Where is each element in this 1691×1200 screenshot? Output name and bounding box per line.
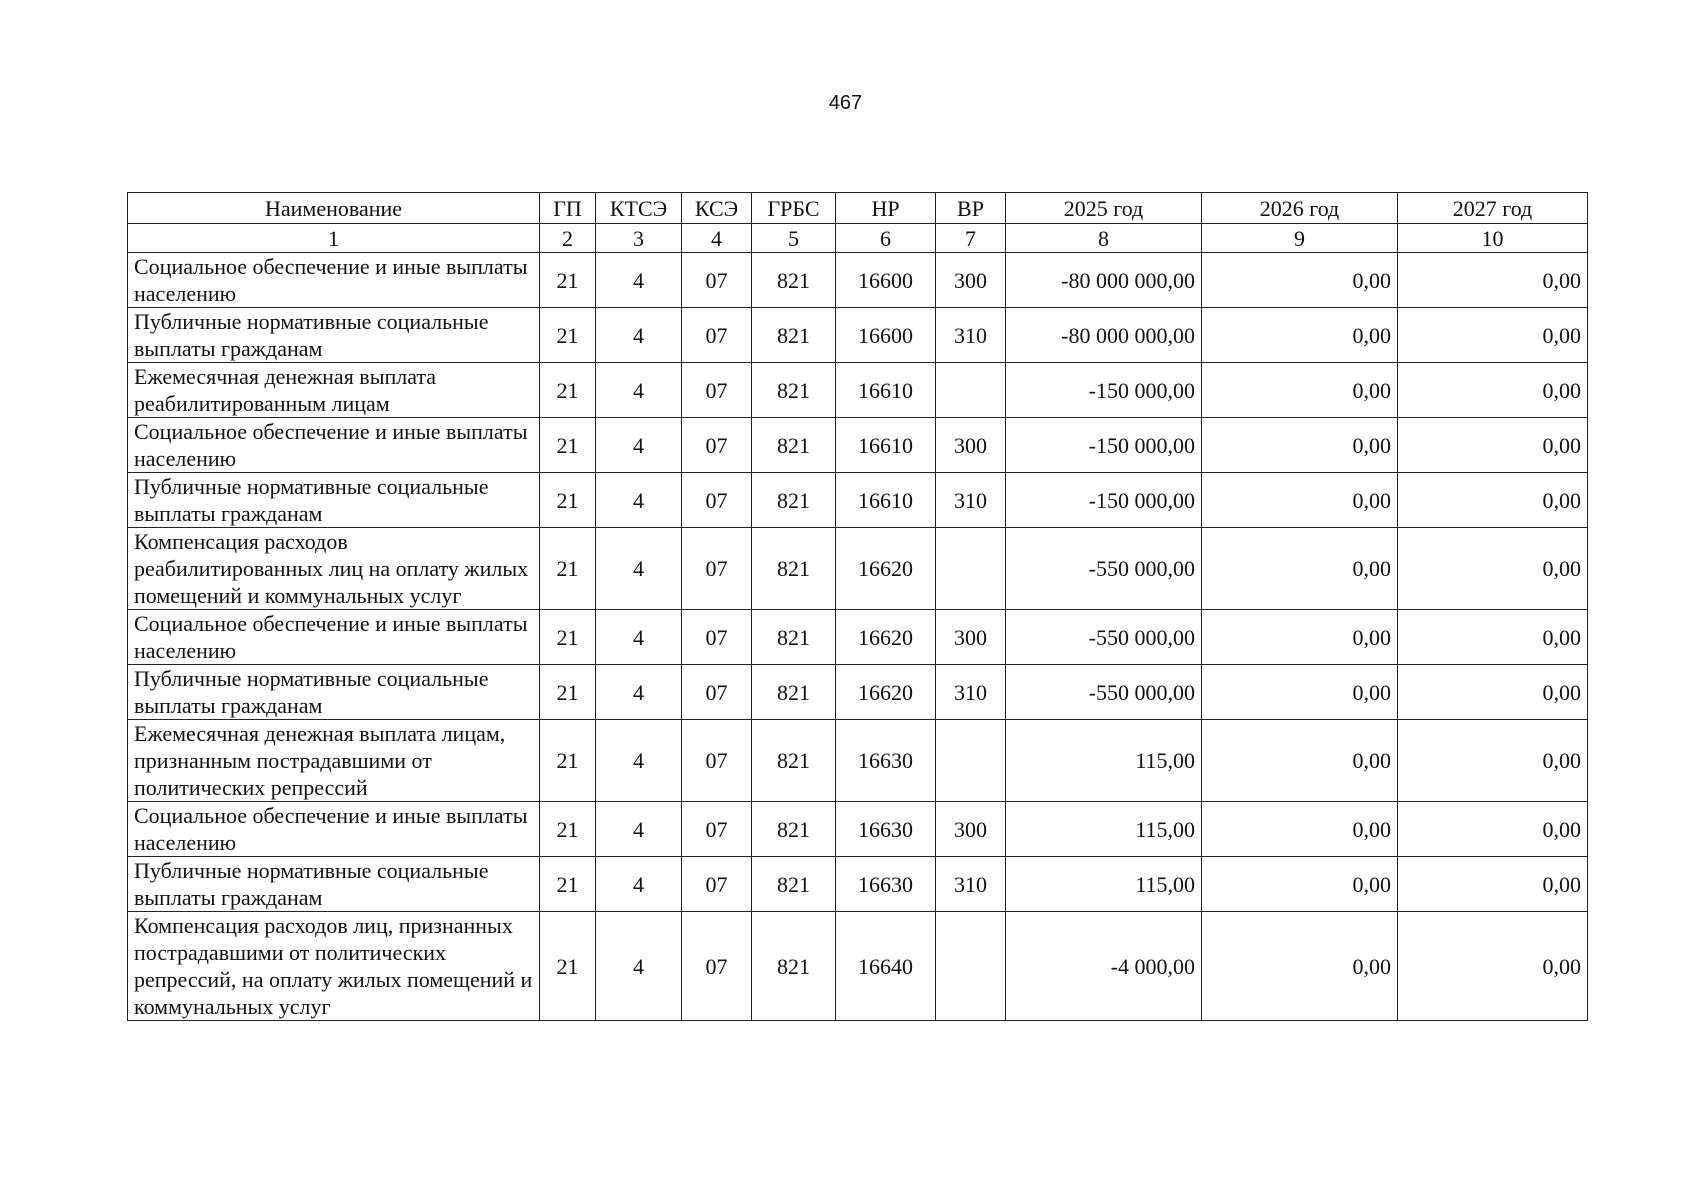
table-row: [128, 308, 1588, 363]
row-gp: 21: [540, 720, 596, 802]
row-grbs: 821: [752, 912, 836, 1021]
table-row: [128, 720, 1588, 802]
row-ktse: 4: [596, 253, 682, 308]
row-amount-2025: -80 000 000,00: [1006, 308, 1202, 363]
row-gp: 21: [540, 308, 596, 363]
row-ktse: 4: [596, 802, 682, 857]
row-grbs: 821: [752, 473, 836, 528]
row-gp: 21: [540, 418, 596, 473]
row-grbs: 821: [752, 720, 836, 802]
table-row: [128, 610, 1588, 665]
header-row: [128, 193, 1588, 224]
row-amount-2026: 0,00: [1202, 610, 1398, 665]
row-grbs: 821: [752, 363, 836, 418]
row-amount-2027: 0,00: [1398, 528, 1588, 610]
row-grbs: 821: [752, 802, 836, 857]
row-amount-2025: -550 000,00: [1006, 665, 1202, 720]
row-kse: 07: [682, 308, 752, 363]
row-amount-2027: 0,00: [1398, 912, 1588, 1021]
row-grbs: 821: [752, 665, 836, 720]
row-kse: 07: [682, 665, 752, 720]
row-amount-2027: 0,00: [1398, 363, 1588, 418]
row-amount-2025: -150 000,00: [1006, 418, 1202, 473]
row-amount-2026: 0,00: [1202, 912, 1398, 1021]
header-gp: ГП: [540, 193, 596, 224]
row-grbs: 821: [752, 528, 836, 610]
row-ktse: 4: [596, 473, 682, 528]
row-ktse: 4: [596, 528, 682, 610]
row-nr: 16630: [836, 720, 936, 802]
row-vr: 310: [936, 665, 1006, 720]
header-grbs: ГРБС: [752, 193, 836, 224]
column-number: 3: [596, 224, 682, 253]
row-amount-2027: 0,00: [1398, 473, 1588, 528]
row-nr: 16610: [836, 418, 936, 473]
header-2027: 2027 год: [1398, 193, 1588, 224]
row-grbs: 821: [752, 308, 836, 363]
table-row: [128, 912, 1588, 1021]
row-amount-2025: -150 000,00: [1006, 363, 1202, 418]
header-ktse: КТСЭ: [596, 193, 682, 224]
row-amount-2025: -80 000 000,00: [1006, 253, 1202, 308]
row-nr: 16630: [836, 857, 936, 912]
row-vr: 300: [936, 802, 1006, 857]
row-gp: 21: [540, 857, 596, 912]
row-ktse: 4: [596, 308, 682, 363]
row-amount-2025: -4 000,00: [1006, 912, 1202, 1021]
table-row: [128, 363, 1588, 418]
row-gp: 21: [540, 253, 596, 308]
row-vr: 310: [936, 308, 1006, 363]
column-number: 1: [128, 224, 540, 253]
row-vr: 310: [936, 473, 1006, 528]
row-amount-2027: 0,00: [1398, 857, 1588, 912]
row-amount-2026: 0,00: [1202, 802, 1398, 857]
row-nr: 16630: [836, 802, 936, 857]
row-name: Социальное обеспечение и иные выплаты населению: [128, 253, 540, 308]
row-vr: [936, 363, 1006, 418]
column-number: 2: [540, 224, 596, 253]
column-number: 5: [752, 224, 836, 253]
row-amount-2027: 0,00: [1398, 665, 1588, 720]
header-vr: ВР: [936, 193, 1006, 224]
row-amount-2026: 0,00: [1202, 857, 1398, 912]
row-ktse: 4: [596, 418, 682, 473]
row-gp: 21: [540, 912, 596, 1021]
row-amount-2026: 0,00: [1202, 308, 1398, 363]
row-ktse: 4: [596, 665, 682, 720]
row-amount-2027: 0,00: [1398, 308, 1588, 363]
row-kse: 07: [682, 253, 752, 308]
row-amount-2026: 0,00: [1202, 363, 1398, 418]
row-name: Социальное обеспечение и иные выплаты населению: [128, 802, 540, 857]
row-grbs: 821: [752, 418, 836, 473]
column-number: 9: [1202, 224, 1398, 253]
row-amount-2026: 0,00: [1202, 665, 1398, 720]
row-nr: 16640: [836, 912, 936, 1021]
header-nr: НР: [836, 193, 936, 224]
row-gp: 21: [540, 610, 596, 665]
header-name: Наименование: [128, 193, 540, 224]
row-gp: 21: [540, 528, 596, 610]
row-nr: 16620: [836, 610, 936, 665]
row-kse: 07: [682, 363, 752, 418]
row-ktse: 4: [596, 363, 682, 418]
table-row: [128, 528, 1588, 610]
row-grbs: 821: [752, 610, 836, 665]
row-name: Социальное обеспечение и иные выплаты населению: [128, 418, 540, 473]
column-number: 10: [1398, 224, 1588, 253]
column-number: 7: [936, 224, 1006, 253]
row-amount-2027: 0,00: [1398, 802, 1588, 857]
column-number: 4: [682, 224, 752, 253]
header-2026: 2026 год: [1202, 193, 1398, 224]
header-kse: КСЭ: [682, 193, 752, 224]
row-gp: 21: [540, 665, 596, 720]
row-amount-2027: 0,00: [1398, 610, 1588, 665]
row-amount-2026: 0,00: [1202, 418, 1398, 473]
row-ktse: 4: [596, 720, 682, 802]
row-amount-2026: 0,00: [1202, 528, 1398, 610]
row-amount-2025: 115,00: [1006, 857, 1202, 912]
row-kse: 07: [682, 912, 752, 1021]
row-gp: 21: [540, 363, 596, 418]
page-number: 467: [828, 92, 863, 114]
row-amount-2027: 0,00: [1398, 720, 1588, 802]
row-amount-2026: 0,00: [1202, 253, 1398, 308]
row-kse: 07: [682, 528, 752, 610]
row-kse: 07: [682, 418, 752, 473]
row-amount-2026: 0,00: [1202, 473, 1398, 528]
row-kse: 07: [682, 857, 752, 912]
row-name: Ежемесячная денежная выплата реабилитированным лицам: [128, 363, 540, 418]
row-vr: 300: [936, 610, 1006, 665]
row-nr: 16620: [836, 665, 936, 720]
row-name: Публичные нормативные социальные выплаты гражданам: [128, 473, 540, 528]
row-nr: 16600: [836, 308, 936, 363]
row-amount-2026: 0,00: [1202, 720, 1398, 802]
row-name: Компенсация расходов лиц, признанных пострадавшими от политических репрессий, на оплату жилых помещений и коммунальных услуг: [128, 912, 540, 1021]
row-ktse: 4: [596, 857, 682, 912]
row-name: Публичные нормативные социальные выплаты гражданам: [128, 308, 540, 363]
row-name: Компенсация расходов реабилитированных лиц на оплату жилых помещений и коммунальных услуг: [128, 528, 540, 610]
row-grbs: 821: [752, 253, 836, 308]
column-number: 8: [1006, 224, 1202, 253]
table-row: [128, 473, 1588, 528]
row-nr: 16610: [836, 363, 936, 418]
row-amount-2025: 115,00: [1006, 802, 1202, 857]
row-amount-2025: -550 000,00: [1006, 528, 1202, 610]
row-name: Ежемесячная денежная выплата лицам, признанным пострадавшими от политических репрессий: [128, 720, 540, 802]
row-kse: 07: [682, 473, 752, 528]
row-vr: [936, 912, 1006, 1021]
table-row: [128, 418, 1588, 473]
row-name: Публичные нормативные социальные выплаты гражданам: [128, 665, 540, 720]
table-row: [128, 857, 1588, 912]
row-vr: [936, 528, 1006, 610]
column-numbers-row: [128, 224, 1588, 253]
row-kse: 07: [682, 802, 752, 857]
row-amount-2025: -550 000,00: [1006, 610, 1202, 665]
row-vr: [936, 720, 1006, 802]
row-name: Социальное обеспечение и иные выплаты населению: [128, 610, 540, 665]
column-number: 6: [836, 224, 936, 253]
header-2025: 2025 год: [1006, 193, 1202, 224]
row-gp: 21: [540, 473, 596, 528]
row-nr: 16600: [836, 253, 936, 308]
row-amount-2025: -150 000,00: [1006, 473, 1202, 528]
row-amount-2027: 0,00: [1398, 418, 1588, 473]
row-vr: 300: [936, 253, 1006, 308]
row-name: Публичные нормативные социальные выплаты гражданам: [128, 857, 540, 912]
row-nr: 16620: [836, 528, 936, 610]
table-row: [128, 802, 1588, 857]
table-row: [128, 665, 1588, 720]
row-vr: 300: [936, 418, 1006, 473]
row-grbs: 821: [752, 857, 836, 912]
row-kse: 07: [682, 720, 752, 802]
row-gp: 21: [540, 802, 596, 857]
row-ktse: 4: [596, 610, 682, 665]
budget-table: [127, 192, 1588, 1021]
row-kse: 07: [682, 610, 752, 665]
row-vr: 310: [936, 857, 1006, 912]
row-nr: 16610: [836, 473, 936, 528]
row-amount-2025: 115,00: [1006, 720, 1202, 802]
row-amount-2027: 0,00: [1398, 253, 1588, 308]
row-ktse: 4: [596, 912, 682, 1021]
table-row: [128, 253, 1588, 308]
